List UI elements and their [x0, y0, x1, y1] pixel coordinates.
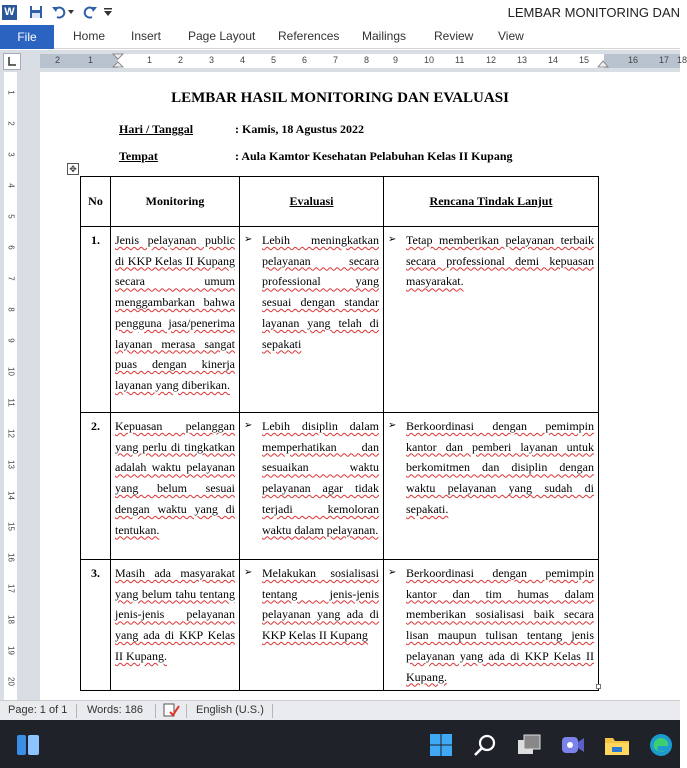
tab-file[interactable]: File [0, 25, 54, 49]
vertical-ruler[interactable] [0, 72, 22, 700]
cell-text: Berkoordinasi dengan pemimpin kantor dan tim humas dalam memberikan sosialisasi baik secara lisan maupun tulisan tentang jenis pelayanan yang ada di KKP Kelas II Kupang. [406, 566, 594, 684]
tab-mailings[interactable]: Mailings [362, 29, 407, 43]
vruler-number: 2 [6, 121, 16, 126]
place-label: Tempat [119, 149, 158, 163]
teams-icon[interactable] [560, 732, 586, 758]
vruler-number: 7 [6, 276, 16, 281]
undo-dropdown-icon[interactable] [68, 3, 74, 21]
header-evaluasi: Evaluasi [240, 177, 384, 227]
ruler-number: 3 [209, 55, 215, 65]
tab-insert[interactable]: Insert [131, 29, 162, 43]
word-count[interactable]: Words: 186 [87, 704, 144, 716]
widgets-icon[interactable] [15, 732, 41, 758]
ruler-number: 1 [147, 55, 153, 65]
cell-rencana[interactable] [384, 227, 599, 413]
row-number: 1. [81, 227, 111, 413]
ruler-number: 2 [178, 55, 184, 65]
cell-evaluasi[interactable] [240, 560, 384, 691]
vruler-number: 11 [6, 398, 16, 407]
status-bar [0, 700, 680, 720]
ruler-number: 14 [548, 55, 559, 65]
bullet-arrow-icon: ➢ [388, 420, 397, 431]
ruler-number: 12 [486, 55, 497, 65]
title-bar [0, 0, 680, 24]
vruler-number: 13 [6, 460, 16, 469]
ruler-number: 17 [659, 55, 670, 65]
cell-text: Berkoordinasi dengan pemimpin kantor dan pemberi layanan untuk berkomitmen dan disiplin dengan waktu pelayanan yang sudah di sepakati. [406, 419, 594, 516]
ruler-number: 15 [579, 55, 590, 65]
day-value: : Kamis, 18 Agustus 2022 [235, 122, 365, 136]
vruler-number: 16 [6, 553, 16, 562]
cell-text: Tetap memberikan pelayanan terbaik secara professional demi kepuasan masyarakat. [406, 233, 594, 289]
tab-page-layout[interactable]: Page Layout [188, 29, 256, 43]
search-icon[interactable] [472, 732, 498, 758]
ruler-number: 4 [240, 55, 246, 65]
tab-references[interactable]: References [278, 29, 340, 43]
ruler-number: 18 [677, 55, 687, 65]
redo-icon[interactable] [82, 3, 98, 21]
language-indicator[interactable]: English (U.S.) [196, 704, 264, 716]
cell-monitoring[interactable] [111, 227, 240, 413]
vruler-number: 1 [6, 90, 16, 95]
save-icon[interactable] [29, 3, 43, 21]
vruler-number: 6 [6, 245, 16, 250]
tab-view[interactable]: View [498, 29, 524, 43]
table-header-row [81, 177, 599, 227]
ruler-number: 8 [364, 55, 370, 65]
vruler-number: 3 [6, 152, 16, 157]
vruler-number: 8 [6, 307, 16, 312]
cell-monitoring[interactable] [111, 560, 240, 691]
horizontal-ruler[interactable] [40, 54, 687, 68]
monitoring-table [80, 176, 599, 691]
cell-text: Lebih meningkatkan pelayanan secara professional yang sesuai dengan standar layanan yang telah di sepakati [262, 233, 379, 351]
tab-home[interactable]: Home [73, 29, 106, 43]
indent-marker-icon[interactable] [112, 54, 124, 68]
cell-text: Melakukan sosialisasi tentang jenis-jenis pelayanan yang ada di KKP Kelas II Kupang [262, 566, 379, 643]
table-move-handle-icon[interactable]: ✥ [67, 163, 79, 175]
ruler-number: 16 [628, 55, 639, 65]
vruler-number: 5 [6, 214, 16, 219]
ribbon-tabs [0, 24, 680, 49]
vruler-number: 9 [6, 338, 16, 343]
page-gutter [22, 72, 40, 700]
bullet-arrow-icon: ➢ [244, 420, 253, 431]
taskbar [0, 720, 680, 768]
vruler-number: 14 [6, 491, 16, 500]
vruler-number: 4 [6, 183, 16, 188]
bullet-arrow-icon: ➢ [244, 234, 253, 245]
header-monitoring: Monitoring [111, 177, 240, 227]
vruler-number: 15 [6, 522, 16, 531]
table-row [81, 560, 599, 691]
cell-evaluasi[interactable] [240, 413, 384, 560]
cell-text: Kepuasan pelanggan yang perlu di tingkatkan adalah waktu pelayanan yang belum sesuai dengan waktu yang di tentukan. [115, 419, 235, 537]
ruler-number: 13 [517, 55, 528, 65]
right-indent-marker-icon[interactable] [597, 59, 609, 68]
header-rencana: Rencana Tindak Lanjut [384, 177, 599, 227]
ruler-number: 1 [88, 55, 94, 65]
vruler-number: 18 [6, 615, 16, 624]
cell-text: Jenis pelayanan public di KKP Kelas II Kupang secara umum menggambarkan bahwa pengguna jasa/penerima layanan merasa sangat puas dengan kinerja layanan yang diberikan. [115, 233, 235, 392]
bullet-arrow-icon: ➢ [244, 567, 253, 578]
vruler-number: 20 [6, 677, 16, 686]
ruler-number: 2 [55, 55, 61, 65]
task-view-icon[interactable] [516, 732, 542, 758]
vruler-number: 12 [6, 429, 16, 438]
vruler-number: 19 [6, 646, 16, 655]
bullet-arrow-icon: ➢ [388, 567, 397, 578]
tab-selector-icon[interactable] [3, 53, 21, 70]
vruler-number: 17 [6, 584, 16, 593]
ruler-number: 11 [455, 55, 465, 65]
bullet-arrow-icon: ➢ [388, 234, 397, 245]
vruler-number: 10 [6, 367, 16, 376]
cell-evaluasi[interactable] [240, 227, 384, 413]
ruler-number: 5 [271, 55, 277, 65]
ruler-number: 10 [424, 55, 435, 65]
table-row [81, 227, 599, 413]
cell-rencana[interactable] [384, 560, 599, 691]
ruler-number: 7 [333, 55, 339, 65]
table-row [81, 413, 599, 560]
cell-text: Lebih disiplin dalam memperhatikan dan sesuaikan waktu pelayanan agar tidak terjadi kemoloran waktu dalam pelayanan. [262, 419, 379, 537]
ruler-number: 9 [393, 55, 399, 65]
cell-monitoring[interactable] [111, 413, 240, 560]
document-title: LEMBAR HASIL MONITORING DAN EVALUASI [171, 90, 509, 106]
page-count[interactable]: Page: 1 of 1 [8, 704, 68, 716]
document-page[interactable] [40, 72, 680, 700]
day-label: Hari / Tanggal [119, 122, 194, 136]
cell-text: Masih ada masyarakat yang belum tahu tentang jenis-jenis pelayanan yang ada di KKP Kelas II Kupang. [115, 566, 235, 663]
undo-icon[interactable] [51, 3, 67, 21]
window-title: LEMBAR MONITORING DAN [507, 5, 680, 20]
header-no: No [81, 177, 111, 227]
place-value: : Aula Kamtor Kesehatan Pelabuhan Kelas II Kupang [235, 149, 513, 163]
windows-start-icon[interactable] [428, 732, 454, 758]
proofing-icon[interactable] [162, 702, 180, 721]
row-number: 2. [81, 413, 111, 560]
horizontal-ruler-area [0, 50, 687, 72]
ruler-number: 6 [302, 55, 308, 65]
tab-review[interactable]: Review [434, 29, 474, 43]
cell-rencana[interactable] [384, 413, 599, 560]
row-number: 3. [81, 560, 111, 691]
edge-icon[interactable] [648, 732, 674, 758]
word-logo-icon: W [2, 5, 17, 20]
table-resize-handle[interactable] [596, 684, 601, 689]
customize-quick-access-icon[interactable] [104, 3, 112, 21]
file-explorer-icon[interactable] [604, 732, 630, 758]
